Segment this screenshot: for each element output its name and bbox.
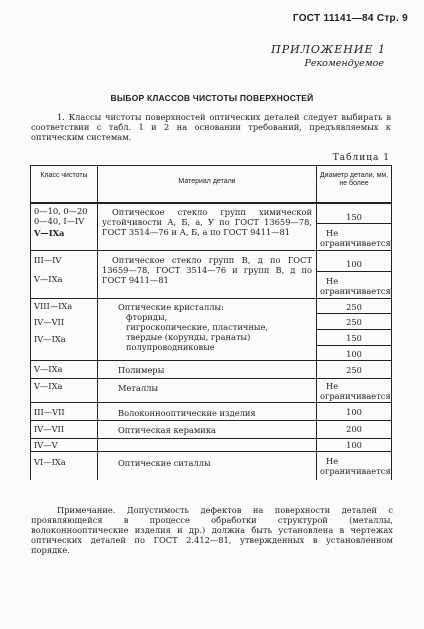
page-header: ГОСТ 11141—84 Стр. 9: [292, 13, 408, 24]
diameter-cell: Не ограничивается: [320, 456, 391, 476]
material-cell: Оптические ситаллы: [118, 458, 211, 468]
material-subitem: гигроскопические, пластичные,: [126, 322, 269, 332]
material-cell: Волоконнооптические изделия: [118, 408, 256, 418]
class-cell: III—VII: [34, 407, 65, 417]
cleanliness-table: [30, 165, 392, 480]
diameter-cell: 150: [346, 212, 362, 222]
class-cell: V—IXa: [34, 228, 65, 238]
material-cell: Оптическое стекло групп В, д по ГОСТ 13659—78, ГОСТ 3514—76 и групп В, д по ГОСТ 9411—81: [102, 255, 312, 285]
intro-paragraph: 1. Классы чистоты поверхностей оптических деталей следует выбирать в соответствии с табл. 1 и 2 на основании требований, предъявляемых к оптическим системам.: [31, 112, 391, 142]
header-material: Материал детали: [178, 178, 236, 185]
diameter-cell: 200: [346, 424, 362, 434]
header-class: Класс чистоты: [40, 172, 88, 179]
class-cell: VIII—IXa: [34, 301, 73, 311]
diameter-cell: Не ограничивается: [320, 276, 391, 296]
material-cell: Полимеры: [118, 365, 165, 375]
class-cell: VI—IXa: [34, 457, 66, 467]
diameter-cell: Не ограничивается: [320, 228, 391, 248]
appendix-status: Рекомендуемое: [304, 58, 384, 69]
diameter-cell: 100: [346, 349, 362, 359]
material-subitem: полупроводниковые: [126, 342, 215, 352]
appendix-title: ПРИЛОЖЕНИЕ 1: [271, 43, 386, 56]
class-cell: IV—V: [34, 440, 58, 450]
table-note: Примечание. Допустимость дефектов на поверхности деталей с проявляющейся в процессе обработки структурой (металлы, волоконнооптические изделия и др.) должна быть установлена в чертежах оптических деталей по ГОСТ 2.412—81, утвержденных в установленном порядке.: [31, 505, 393, 555]
material-cell: Оптическая керамика: [118, 425, 216, 435]
material-cell: Оптические кристаллы:: [118, 302, 224, 312]
class-cell: IV—VII: [34, 317, 65, 327]
section-title: ВЫБОР КЛАССОВ ЧИСТОТЫ ПОВЕРХНОСТЕЙ: [110, 93, 314, 103]
material-cell: Оптическое стекло групп химической устойчивости А, Б, а, У по ГОСТ 13659—78, ГОСТ 3514—76 и А, Б, а по ГОСТ 9411—81: [102, 207, 312, 237]
class-cell: V—IXa: [34, 364, 63, 374]
diameter-cell: 250: [346, 365, 362, 375]
class-cell: III—IV: [34, 255, 62, 265]
class-cell: IV—IXa: [34, 334, 66, 344]
diameter-cell: 100: [346, 440, 362, 450]
material-cell: Металлы: [118, 383, 159, 393]
table-caption: Таблица 1: [332, 153, 390, 163]
class-cell: 0—40, I—IV: [34, 216, 85, 226]
class-cell: IV—VII: [34, 424, 65, 434]
diameter-cell: 250: [346, 317, 362, 327]
diameter-cell: 250: [346, 302, 362, 312]
class-cell: 0—10, 0—20: [34, 206, 88, 216]
class-cell: V—IXa: [34, 381, 63, 391]
material-subitem: твердые (корунды, гранаты): [126, 332, 251, 342]
diameter-cell: 150: [346, 333, 362, 343]
diameter-cell: 100: [346, 407, 362, 417]
diameter-cell: 100: [346, 259, 362, 269]
diameter-cell: Не ограничивается: [320, 381, 391, 401]
class-cell: V—IXa: [34, 274, 63, 284]
material-subitem: фториды,: [126, 312, 168, 322]
header-diameter: Диаметр детали, мм, не более: [319, 172, 389, 187]
